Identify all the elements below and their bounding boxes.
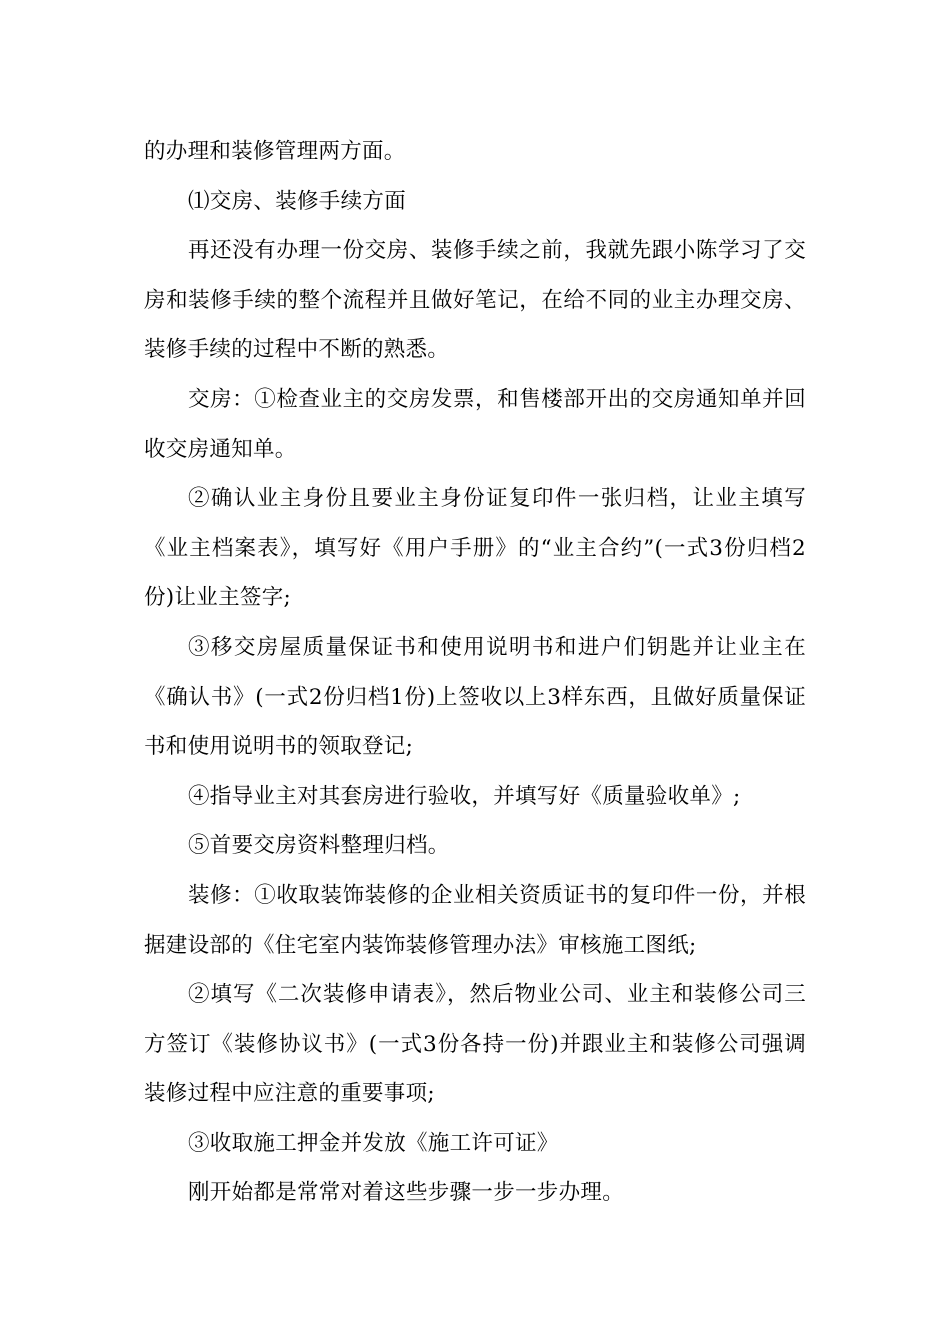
handover-step-3: ③移交房屋质量保证书和使用说明书和进户们钥匙并让业主在《确认书》(一式2份归档1份)上签收以上3样东西，且做好质量保证书和使用说明书的领取登记; <box>144 634 806 760</box>
renovation-step-3: ③收取施工押金并发放《施工许可证》 <box>188 1130 559 1156</box>
paragraph-intro: 再还没有办理一份交房、装修手续之前，我就先跟小陈学习了交房和装修手续的整个流程并且做好笔记，在给不同的业主办理交房、装修手续的过程中不断的熟悉。 <box>144 238 806 363</box>
renovation-step-1: 装修：①收取装饰装修的企业相关资质证书的复印件一份，并根据建设部的《住宅室内装饰装修管理办法》审核施工图纸; <box>144 882 806 958</box>
handover-step-5: ⑤首要交房资料整理归档。 <box>188 833 450 859</box>
renovation-step-2: ②填写《二次装修申请表》，然后物业公司、业主和装修公司三方签订《装修协议书》(一式3份各持一份)并跟业主和装修公司强调装修过程中应注意的重要事项; <box>144 982 806 1107</box>
document-body <box>144 127 806 1218</box>
handover-step-4: ④指导业主对其套房进行验收，并填写好《质量验收单》; <box>188 783 741 809</box>
paragraph-closing: 刚开始都是常常对着这些步骤一步一步办理。 <box>188 1180 625 1206</box>
handover-step-1: 交房：①检查业主的交房发票，和售楼部开出的交房通知单并回收交房通知单。 <box>144 386 806 462</box>
section-heading: ⑴交房、装修手续方面 <box>188 188 407 214</box>
paragraph-continuation: 的办理和装修管理两方面。 <box>144 139 406 164</box>
handover-step-2: ②确认业主身份且要业主身份证复印件一张归档，让业主填写《业主档案表》，填写好《用户手册》的“业主合约”(一式3份归档2份)让业主签字; <box>144 486 806 611</box>
